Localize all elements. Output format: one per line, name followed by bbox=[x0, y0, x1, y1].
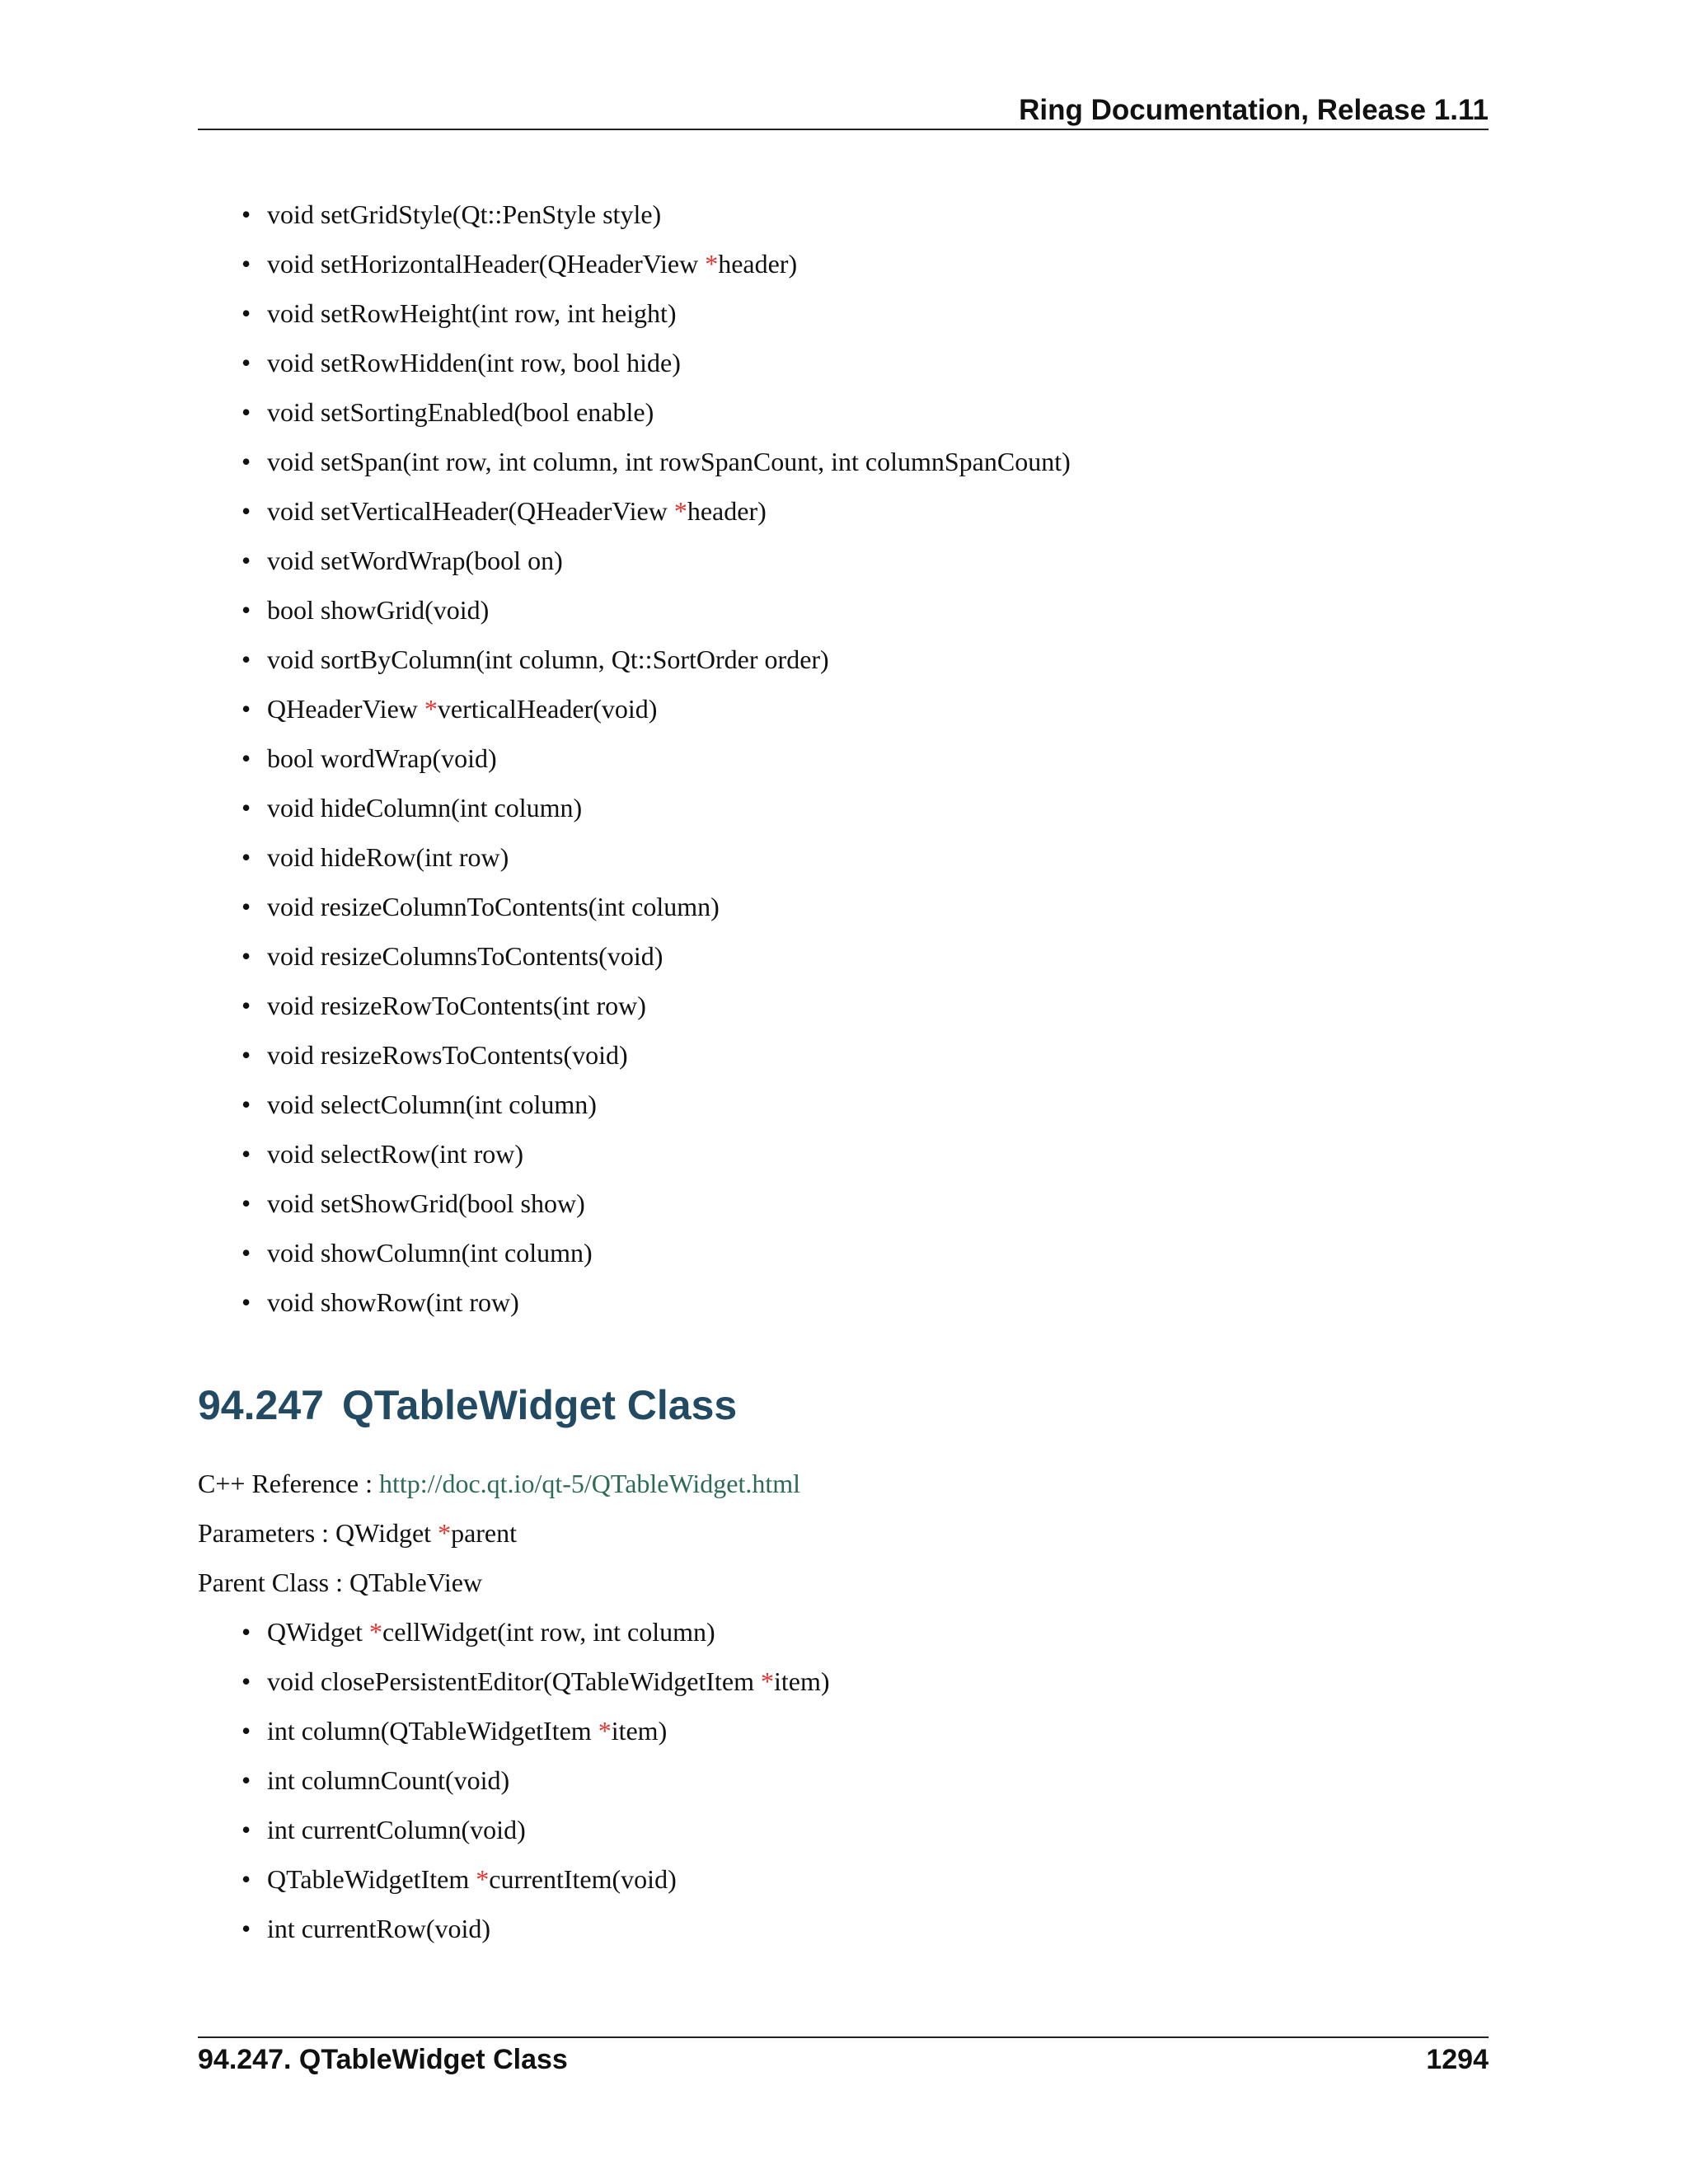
signature-part: int currentRow(void) bbox=[267, 1914, 491, 1943]
bullet: • bbox=[241, 1090, 251, 1119]
method-signature bbox=[267, 293, 677, 334]
signature-part: int columnCount(void) bbox=[267, 1765, 510, 1795]
method-signature bbox=[267, 639, 829, 680]
bullet: • bbox=[241, 1716, 251, 1746]
signature-part: void setSortingEnabled(bool enable) bbox=[267, 397, 654, 427]
bullet: • bbox=[241, 1238, 251, 1268]
signature-part: bool wordWrap(void) bbox=[267, 743, 497, 773]
signature-part: QTableWidgetItem bbox=[267, 1864, 476, 1894]
asterisk: * bbox=[438, 1518, 452, 1548]
method-signature bbox=[267, 1034, 628, 1076]
method-signature bbox=[267, 985, 646, 1026]
method-signature bbox=[267, 787, 582, 828]
signature-part: void setHorizontalHeader(QHeaderView bbox=[267, 249, 706, 279]
method-signature bbox=[267, 441, 1071, 482]
page-number: 1294 bbox=[1426, 2044, 1489, 2075]
asterisk: * bbox=[476, 1864, 490, 1894]
footer-section-label: 94.247. QTableWidget Class bbox=[198, 2044, 568, 2075]
signature-part: QWidget bbox=[267, 1617, 370, 1647]
signature-part: header) bbox=[687, 496, 767, 526]
method-signature bbox=[267, 688, 657, 729]
asterisk: * bbox=[369, 1617, 383, 1647]
bullet: • bbox=[241, 595, 251, 625]
method-signature bbox=[267, 1760, 509, 1801]
method-signature bbox=[267, 738, 497, 779]
method-signature bbox=[267, 1611, 715, 1652]
method-signature bbox=[267, 194, 661, 235]
signature-part: void resizeColumnsToContents(void) bbox=[267, 941, 663, 971]
bullet: • bbox=[241, 941, 251, 971]
asterisk: * bbox=[760, 1666, 774, 1696]
signature-part: bool showGrid(void) bbox=[267, 595, 490, 625]
signature-part: void selectRow(int row) bbox=[267, 1139, 524, 1169]
bullet: • bbox=[241, 1139, 251, 1169]
bullet: • bbox=[241, 249, 251, 279]
bullet: • bbox=[241, 447, 251, 476]
method-signature bbox=[267, 1232, 593, 1273]
bullet: • bbox=[241, 1765, 251, 1795]
bullet: • bbox=[241, 644, 251, 674]
signature-part: void resizeRowsToContents(void) bbox=[267, 1040, 628, 1070]
bullet: • bbox=[241, 892, 251, 921]
bullet: • bbox=[241, 1666, 251, 1696]
signature-part: void showRow(int row) bbox=[267, 1287, 519, 1317]
bullet: • bbox=[241, 298, 251, 328]
cpp-reference-line bbox=[198, 1463, 800, 1504]
parameters-line bbox=[198, 1512, 517, 1554]
method-signature bbox=[267, 1710, 667, 1751]
bullet: • bbox=[241, 199, 251, 229]
signature-part: item) bbox=[611, 1716, 668, 1746]
method-signature bbox=[267, 1183, 585, 1224]
method-signature bbox=[267, 935, 663, 977]
cpp-reference-link[interactable]: http://doc.qt.io/qt-5/QTableWidget.html bbox=[379, 1469, 801, 1498]
method-signature bbox=[267, 1908, 490, 1949]
signature-part: void resizeRowToContents(int row) bbox=[267, 991, 646, 1020]
parameters-label: Parameters : QWidget bbox=[198, 1518, 438, 1548]
signature-part: void hideRow(int row) bbox=[267, 842, 509, 872]
asterisk: * bbox=[424, 694, 438, 724]
running-header-title: Ring Documentation, Release 1.11 bbox=[1019, 94, 1489, 126]
signature-part: void setRowHeight(int row, int height) bbox=[267, 298, 677, 328]
method-signature bbox=[267, 243, 797, 284]
method-signature bbox=[267, 1809, 526, 1850]
document-page bbox=[198, 0, 1489, 2184]
signature-part: void sortByColumn(int column, Qt::SortOrder order) bbox=[267, 644, 829, 674]
asterisk: * bbox=[673, 496, 687, 526]
section-number: 94.247 bbox=[198, 1382, 324, 1428]
section-title: QTableWidget Class bbox=[341, 1382, 738, 1428]
method-signature bbox=[267, 589, 489, 630]
bullet: • bbox=[241, 1188, 251, 1218]
signature-part: void setVerticalHeader(QHeaderView bbox=[267, 496, 674, 526]
signature-part: void setGridStyle(Qt::PenStyle style) bbox=[267, 199, 662, 229]
signature-part: int currentColumn(void) bbox=[267, 1815, 526, 1844]
asterisk: * bbox=[598, 1716, 612, 1746]
method-signature bbox=[267, 490, 767, 532]
bullet: • bbox=[241, 842, 251, 872]
method-signature bbox=[267, 1282, 519, 1323]
signature-part: void setRowHidden(int row, bool hide) bbox=[267, 348, 681, 377]
bullet: • bbox=[241, 348, 251, 377]
bullet: • bbox=[241, 1287, 251, 1317]
method-signature bbox=[267, 342, 681, 383]
parent-class-line bbox=[198, 1562, 482, 1603]
bullet: • bbox=[241, 1914, 251, 1943]
bullet: • bbox=[241, 1815, 251, 1844]
method-signature bbox=[267, 1084, 597, 1125]
signature-part: int column(QTableWidgetItem bbox=[267, 1716, 598, 1746]
method-signature bbox=[267, 540, 563, 581]
bullet: • bbox=[241, 496, 251, 526]
method-signature bbox=[267, 1133, 523, 1174]
signature-part: item) bbox=[773, 1666, 830, 1696]
bullet: • bbox=[241, 397, 251, 427]
bullet: • bbox=[241, 793, 251, 823]
asterisk: * bbox=[705, 249, 719, 279]
signature-part: void setSpan(int row, int column, int rowSpanCount, int columnSpanCount) bbox=[267, 447, 1071, 476]
bullet: • bbox=[241, 1864, 251, 1894]
signature-part: void showColumn(int column) bbox=[267, 1238, 593, 1268]
method-signature bbox=[267, 886, 720, 927]
bullet: • bbox=[241, 991, 251, 1020]
signature-part: currentItem(void) bbox=[489, 1864, 677, 1894]
signature-part: cellWidget(int row, int column) bbox=[382, 1617, 715, 1647]
bullet: • bbox=[241, 1040, 251, 1070]
parameters-value: parent bbox=[451, 1518, 518, 1548]
signature-part: void resizeColumnToContents(int column) bbox=[267, 892, 720, 921]
signature-part: QHeaderView bbox=[267, 694, 424, 724]
bullet: • bbox=[241, 743, 251, 773]
bullet: • bbox=[241, 546, 251, 575]
signature-part: void closePersistentEditor(QTableWidgetItem bbox=[267, 1666, 761, 1696]
running-header bbox=[198, 89, 1489, 130]
signature-part: verticalHeader(void) bbox=[437, 694, 658, 724]
footer-rule bbox=[198, 2036, 1489, 2038]
bullet: • bbox=[241, 1617, 251, 1647]
bullet: • bbox=[241, 694, 251, 724]
signature-part: header) bbox=[718, 249, 798, 279]
method-signature bbox=[267, 837, 509, 878]
method-signature bbox=[267, 1858, 677, 1900]
signature-part: void hideColumn(int column) bbox=[267, 793, 583, 823]
signature-part: void setWordWrap(bool on) bbox=[267, 546, 563, 575]
signature-part: void setShowGrid(bool show) bbox=[267, 1188, 585, 1218]
parent-class-text: Parent Class : QTableView bbox=[198, 1568, 483, 1597]
signature-part: void selectColumn(int column) bbox=[267, 1090, 597, 1119]
method-signature bbox=[267, 391, 654, 433]
section-heading bbox=[198, 1381, 737, 1429]
cpp-reference-label: C++ Reference : bbox=[198, 1469, 379, 1498]
method-signature bbox=[267, 1661, 830, 1702]
